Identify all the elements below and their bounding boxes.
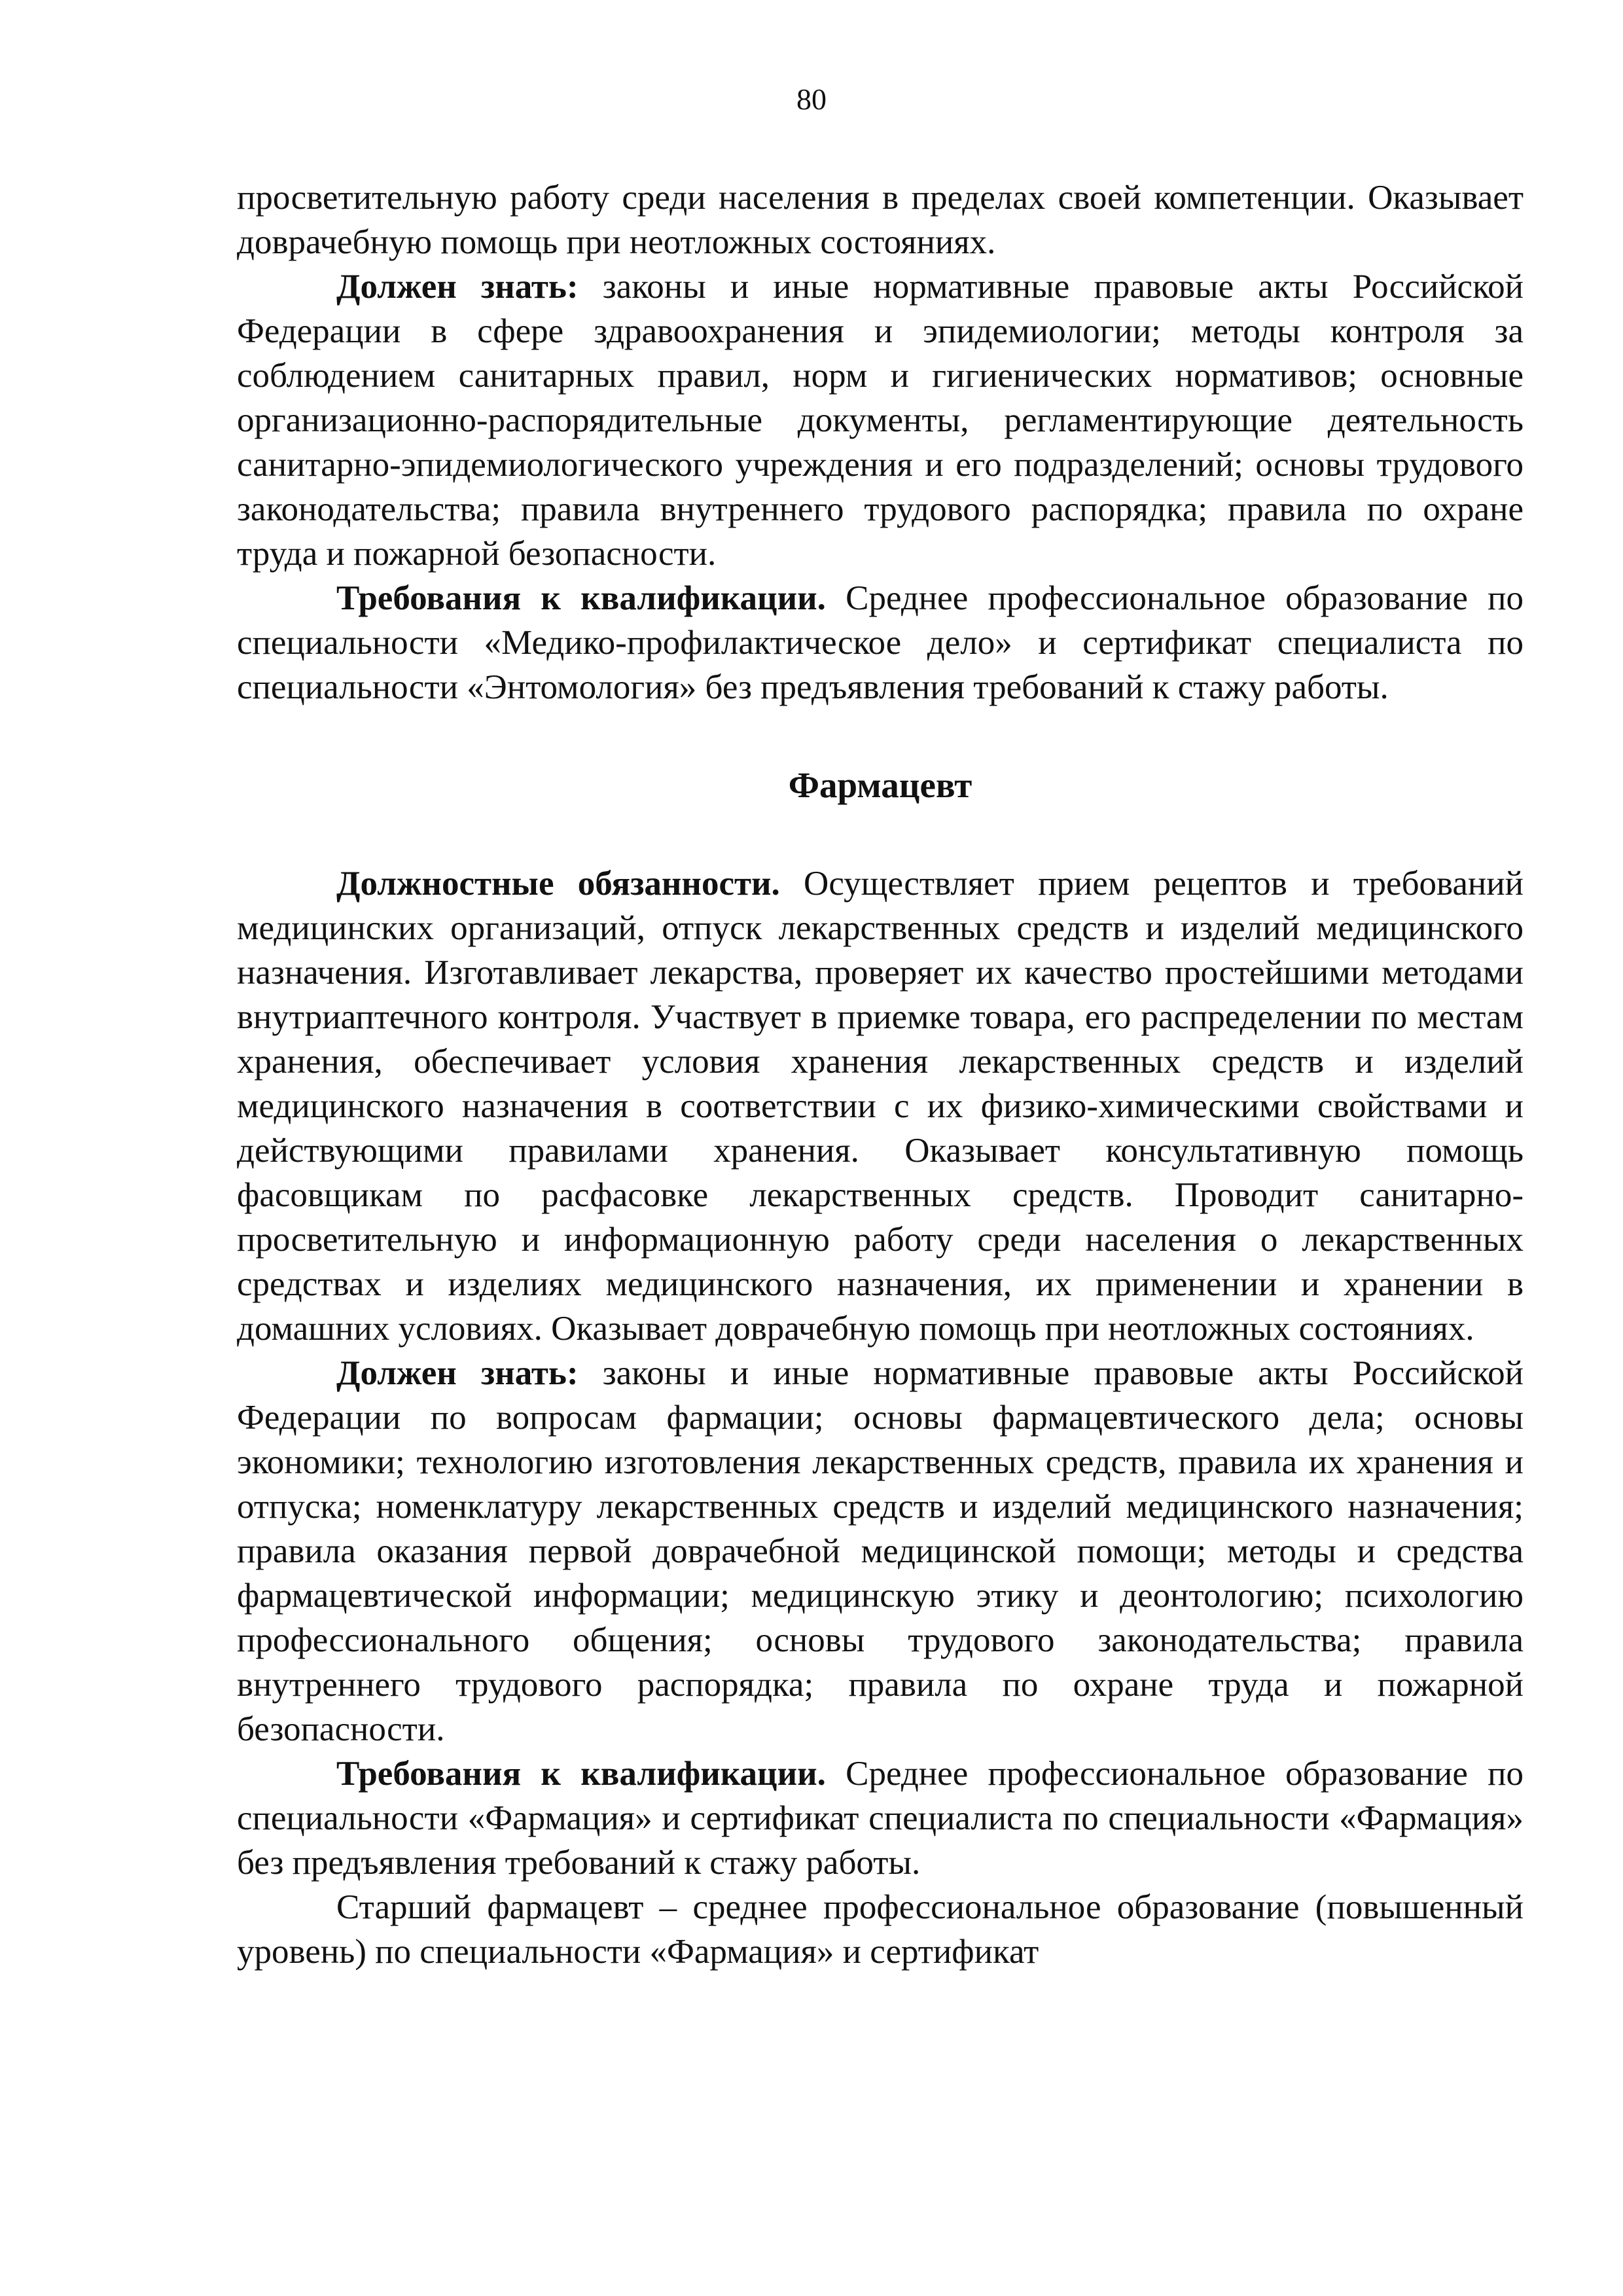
must-know-label: Должен знать: [336, 268, 579, 306]
duties-paragraph [237, 861, 1524, 1351]
duties-label: Должностные обязанности. [336, 865, 780, 903]
pharmacist-requirements-label: Требования к квалификации. [336, 1755, 826, 1793]
page-number: 80 [796, 82, 827, 116]
intro-section [237, 175, 1524, 709]
pharmacist-must-know-label: Должен знать: [336, 1354, 579, 1392]
pharmacist-requirements-paragraph [237, 1751, 1524, 1885]
senior-pharmacist-paragraph: Старший фармацевт – среднее профессиональное образование (повышенный уровень) по специальности «Фармация» и сертификат [237, 1888, 1524, 1971]
must-know-text: законы и иные нормативные правовые акты Российской Федерации в сфере здравоохранения и эпидемиологии; методы контроля за соблюдением санитарных правил, норм и гигиенических нормативов; основные организационно-распорядительные документы, регламентирующие деятельность санитарно-эпидемиологического учреждения и его подразделений; основы трудового законодательства; правила внутреннего трудового распорядка; правила по охране труда и пожарной безопасности. [237, 268, 1524, 573]
continuation-paragraph: просветительную работу среди населения в пределах своей компетенции. Оказывает доврачебную помощь при неотложных состояниях. [237, 179, 1524, 261]
section-title-pharmacist: Фармацевт [788, 765, 972, 805]
pharmacist-section [237, 861, 1524, 1974]
must-know-paragraph [237, 264, 1524, 576]
requirements-text: Среднее профессиональное образование по специальности «Медико-профилактическое дело» и сертификат специалиста по специальности «Энтомология» без предъявления требований к стажу работы. [237, 579, 1524, 706]
pharmacist-requirements-text: Среднее профессиональное образование по специальности «Фармация» и сертификат специалиста по специальности «Фармация» без предъявления требований к стажу работы. [237, 1755, 1524, 1882]
requirements-paragraph [237, 576, 1524, 709]
duties-text: Осуществляет прием рецептов и требований медицинских организаций, отпуск лекарственных средств и изделий медицинского назначения. Изготавливает лекарства, проверяет их качество простейшими методами внутриаптечного контроля. Участвует в приемке товара, его распределении по местам хранения, обеспечивает условия хранения лекарственных средств и изделий медицинского назначения в соответствии с их физико-химическими свойствами и действующими правилами хранения. Оказывает консультативную помощь фасовщикам по расфасовке лекарственных средств. Проводит санитарно-просветительную и информационную работу среди населения о лекарственных средствах и изделиях медицинского назначения, их применении и хранении в домашних условиях. Оказывает доврачебную помощь при неотложных состояниях. [237, 865, 1524, 1348]
pharmacist-must-know-paragraph [237, 1351, 1524, 1751]
requirements-label: Требования к квалификации. [336, 579, 826, 617]
pharmacist-must-know-text: законы и иные нормативные правовые акты Российской Федерации по вопросам фармации; основы фармацевтического дела; основы экономики; технологию изготовления лекарственных средств, правила их хранения и отпуска; номенклатуру лекарственных средств и изделий медицинского назначения; правила оказания первой доврачебной медицинской помощи; методы и средства фармацевтической информации; медицинскую этику и деонтологию; психологию профессионального общения; основы трудового законодательства; правила внутреннего трудового распорядка; правила по охране труда и пожарной безопасности. [237, 1354, 1524, 1748]
document-body [237, 175, 1524, 1974]
